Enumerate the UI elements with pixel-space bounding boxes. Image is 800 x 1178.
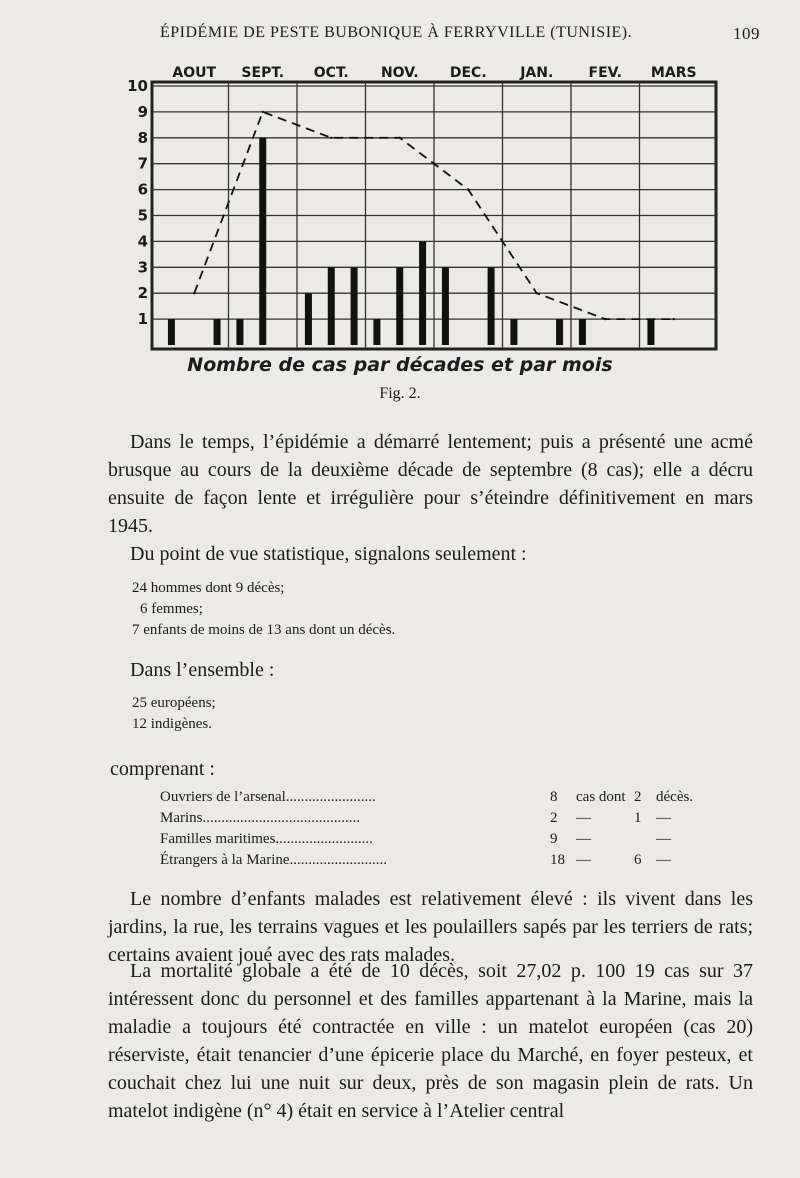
case-separator: — bbox=[656, 810, 671, 826]
bar bbox=[214, 319, 221, 345]
y-tick-label: 9 bbox=[137, 102, 148, 121]
chart-title: Nombre de cas par décades et par mois bbox=[187, 354, 613, 376]
bar bbox=[510, 319, 517, 345]
comprenant-section bbox=[108, 755, 753, 783]
case-category bbox=[160, 848, 550, 869]
y-tick-label: 2 bbox=[137, 284, 148, 303]
y-tick-label: 6 bbox=[137, 180, 148, 199]
bar bbox=[328, 267, 335, 345]
case-separator: cas dont bbox=[576, 789, 626, 805]
case-count: 18 bbox=[550, 852, 565, 868]
bar bbox=[305, 293, 312, 345]
y-tick-label: 7 bbox=[137, 154, 148, 173]
y-tick-label: 4 bbox=[137, 232, 148, 251]
case-count: 2 bbox=[550, 810, 558, 826]
case-separator: — bbox=[656, 852, 671, 868]
line-point bbox=[467, 188, 469, 190]
stat-line: 24 hommes dont 9 décès; bbox=[132, 580, 285, 596]
month-label: JAN. bbox=[520, 65, 554, 81]
case-category bbox=[160, 785, 550, 806]
case-label: Familles maritimes bbox=[160, 831, 276, 847]
case-count: 9 bbox=[550, 831, 558, 847]
leader-dots: .......................................... bbox=[202, 810, 360, 826]
bar bbox=[168, 319, 175, 345]
case-separator: — bbox=[656, 831, 671, 847]
case-label: Ouvriers de l’arsenal bbox=[160, 789, 286, 805]
bar bbox=[579, 319, 586, 345]
header-title: ÉPIDÉMIE DE PESTE BUBONIQUE À FERRYVILLE (TUNISIE). bbox=[160, 24, 633, 41]
bar bbox=[236, 319, 243, 345]
case-category bbox=[160, 827, 550, 848]
stat-line: 7 enfants de moins de 13 ans dont un décès. bbox=[132, 622, 396, 638]
month-label: SEPT. bbox=[241, 65, 285, 81]
paragraph-children: Le nombre d’enfants malades est relativement élevé : ils vivent dans les jardins, la rue, les terrains vagues et les poulaillers sapés par les terriers de rats; certains avaient joué avec des rats malades. bbox=[108, 888, 753, 966]
bar bbox=[373, 319, 380, 345]
bar bbox=[351, 267, 358, 345]
month-label: FEV. bbox=[588, 65, 622, 81]
case-count: 8 bbox=[550, 789, 558, 805]
death-count bbox=[634, 827, 656, 848]
death-count: 1 bbox=[634, 810, 642, 826]
stat-line: 25 européens; bbox=[132, 695, 216, 711]
figure-caption: Fig. 2. bbox=[379, 385, 421, 402]
case-separator: — bbox=[576, 831, 591, 847]
y-tick-label: 8 bbox=[137, 128, 148, 147]
paragraph-comprenant: comprenant : bbox=[110, 758, 215, 780]
y-tick-label: 5 bbox=[137, 206, 148, 225]
stats-section bbox=[108, 540, 753, 568]
bar bbox=[396, 267, 403, 345]
body-paragraph-mortality bbox=[108, 957, 753, 1125]
month-label: MARS bbox=[650, 65, 697, 81]
line-point bbox=[536, 292, 538, 294]
line-point bbox=[262, 111, 264, 113]
month-label: NOV. bbox=[380, 65, 419, 81]
line-point bbox=[604, 318, 606, 320]
death-count: 2 bbox=[634, 789, 642, 805]
y-tick-label: 3 bbox=[137, 258, 148, 277]
stat-line: 12 indigènes. bbox=[132, 716, 212, 732]
case-category bbox=[160, 806, 550, 827]
line-point bbox=[330, 137, 332, 139]
month-label: DEC. bbox=[449, 65, 487, 81]
death-count: 6 bbox=[634, 852, 642, 868]
case-table-row bbox=[160, 827, 696, 848]
month-label: OCT. bbox=[313, 65, 349, 81]
bar bbox=[259, 138, 266, 345]
stat-line: 6 femmes; bbox=[140, 601, 203, 617]
case-table bbox=[160, 785, 696, 869]
chart bbox=[110, 58, 730, 376]
case-label: Marins bbox=[160, 810, 203, 826]
leader-dots: .......................... bbox=[275, 831, 373, 847]
y-tick-label: 10 bbox=[127, 77, 148, 95]
bar bbox=[647, 319, 654, 345]
bar bbox=[419, 241, 426, 345]
month-label: AOUT bbox=[172, 65, 217, 81]
y-tick-label: 1 bbox=[137, 310, 148, 329]
case-table-row bbox=[160, 848, 696, 869]
paragraph-stats-intro: Du point de vue statistique, signalons seulement : bbox=[130, 543, 527, 565]
stats-list-2 bbox=[108, 693, 753, 735]
paragraph-onset: Dans le temps, l’épidémie a démarré lentement; puis a présenté une acmé brusque au cours de la deuxième décade de septembre (8 cas); elle a décru ensuite de façon lente et irrégulière pour s’éteindre définitivement en mars 1945. bbox=[108, 431, 753, 537]
line-point bbox=[399, 137, 401, 139]
case-separator: décès. bbox=[656, 789, 694, 805]
paragraph-mortality: La mortalité globale a été de 10 décès, soit 27,02 p. 100 19 cas sur 37 intéressent donc du personnel et des familles appartenant à la Marine, mais la maladie a toujours été contractée en ville : un matelot européen (cas 20) réserviste, était tenancier d’une épicerie place du Marché, en foyer pesteux, et couchait chez lui une nuit sur deux, près de son magasin plein de rats. Un matelot indigène (n° 4) était en service à l’Atelier central bbox=[108, 960, 753, 1122]
line-point bbox=[193, 292, 195, 294]
leader-dots: ........................ bbox=[285, 789, 376, 805]
body-paragraph-1 bbox=[108, 428, 753, 540]
paragraph-ensemble: Dans l’ensemble : bbox=[130, 659, 275, 681]
ensemble-section bbox=[108, 656, 753, 684]
case-table-row bbox=[160, 785, 696, 806]
leader-dots: .......................... bbox=[289, 852, 388, 868]
line-point bbox=[673, 318, 675, 320]
stats-list-1 bbox=[108, 578, 753, 641]
case-label: Étrangers à la Marine bbox=[160, 852, 290, 868]
case-separator: — bbox=[576, 852, 591, 868]
bar bbox=[556, 319, 563, 345]
bar bbox=[488, 267, 495, 345]
case-separator: — bbox=[576, 810, 591, 826]
case-table-row bbox=[160, 806, 696, 827]
bar bbox=[442, 267, 449, 345]
page-number: 109 bbox=[733, 24, 760, 43]
